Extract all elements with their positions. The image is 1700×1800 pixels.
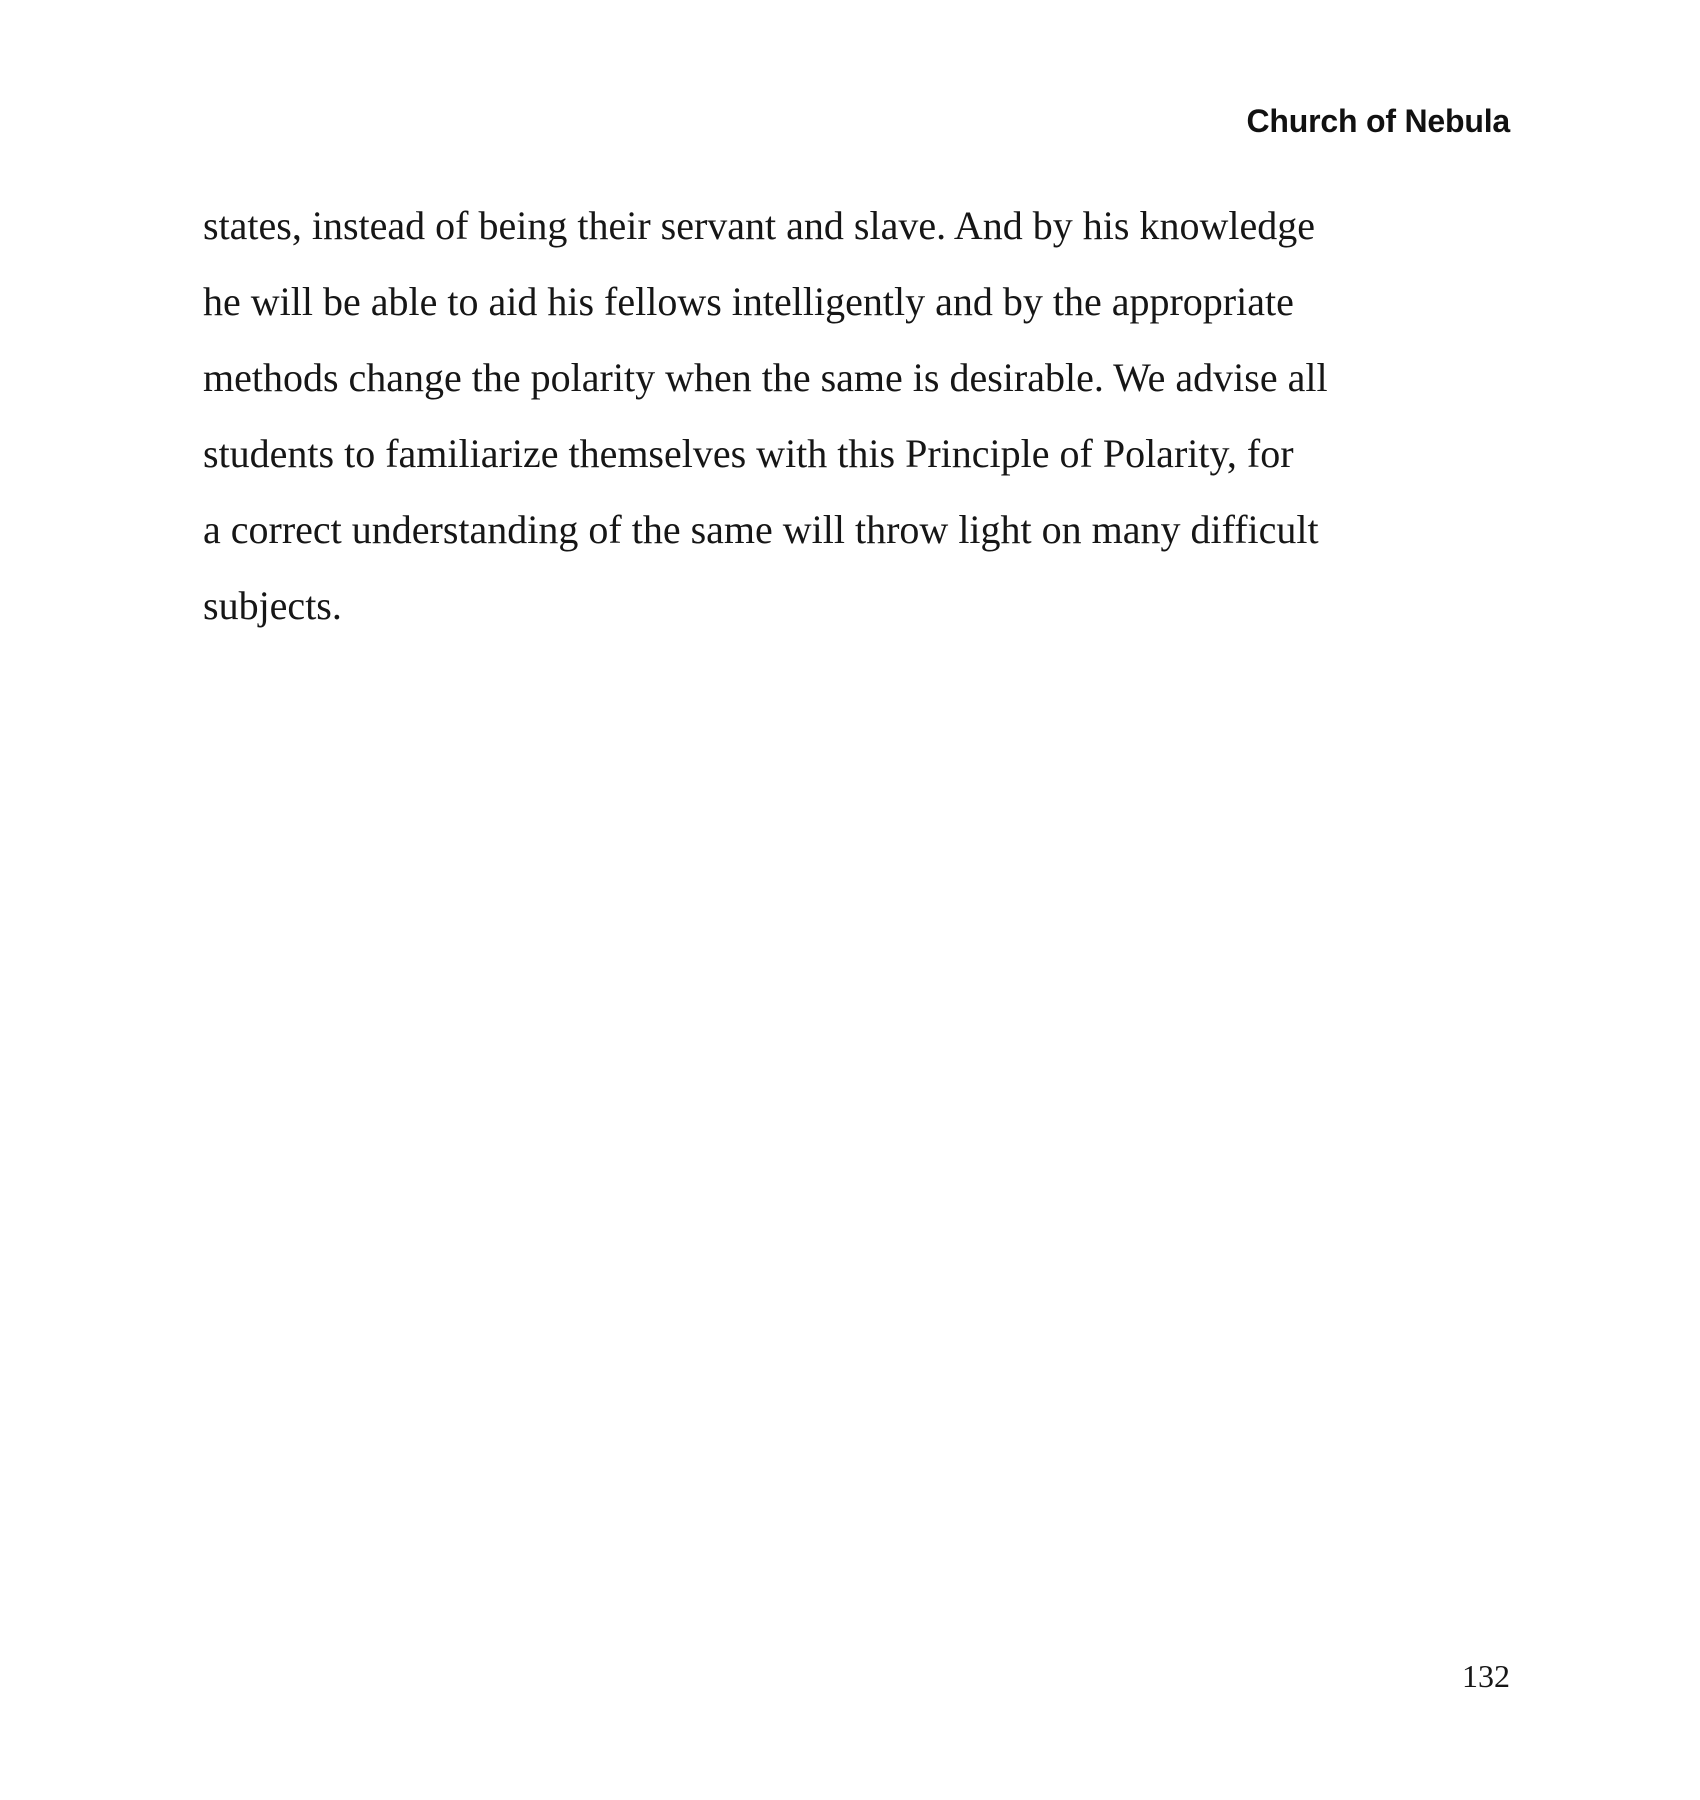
body-paragraph: [203, 188, 1463, 644]
text-line: states, instead of being their servant and slave. And by his knowledge: [203, 203, 1315, 248]
text-line: students to familiarize themselves with this Principle of Polarity, for: [203, 431, 1294, 476]
text-line: a correct understanding of the same will throw light on many difficult: [203, 507, 1319, 552]
running-header: Church of Nebula: [1246, 103, 1510, 139]
page-number: 132: [1462, 1658, 1510, 1694]
text-line: he will be able to aid his fellows intelligently and by the appropriate: [203, 279, 1294, 324]
text-line: methods change the polarity when the same is desirable. We advise all: [203, 355, 1328, 400]
text-line: subjects.: [203, 583, 342, 628]
